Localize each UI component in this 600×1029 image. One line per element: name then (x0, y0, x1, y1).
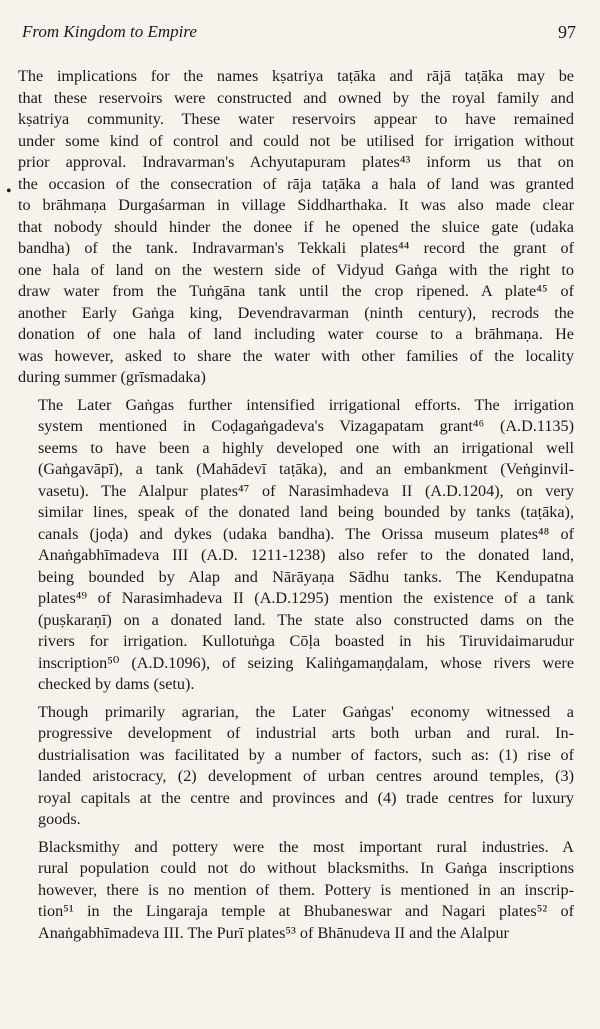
text-line: donation of one hala of land including water course to a brāhmaṇa. He (18, 325, 574, 343)
text-line: under some kind of control and could not be utilised for irrigation without (18, 131, 574, 150)
text-line: inscription⁵⁰ (A.D.1096), of seizing Kaliṅgamaṇḍalam, whose rivers were (38, 653, 574, 672)
text-line: prior approval. Indravarman's Achyutapuram plates⁴³ inform us that on (18, 153, 574, 171)
text-line: to brāhmaṇa Durgaśarman in village Siddharthaka. It was also made clear (18, 196, 574, 214)
text-line: another Early Gaṅga king, Devendravarman (ninth century), recrods the (18, 303, 574, 322)
paragraph-3 (18, 702, 574, 831)
text-line: Blacksmithy and pottery were the most important rural industries. A (38, 837, 574, 856)
text-line: kṣatriya community. These water reservoirs appear to have remained (18, 110, 574, 128)
text-line: (puṣkaraṇī) on a donated land. The state also constructed dams on the (38, 610, 574, 629)
text-line: the occasion of the consecration of rāja taṭāka a hala of land was granted (18, 174, 574, 193)
text-line: bandha) of the tank. Indravarman's Tekkali plates⁴⁴ record the grant of (18, 239, 574, 257)
text-line: plates⁴⁹ of Narasimhadeva II (A.D.1295) mention the existence of a tank (38, 589, 574, 607)
text-line: (Gaṅgavāpī), a tank (Mahādevī taṭāka), and an embankment (Veṅginvil- (38, 460, 574, 478)
text-line: during summer (grīsmadaka) (18, 368, 206, 386)
header-title: From Kingdom to Empire (22, 22, 197, 41)
margin-mark: • (6, 183, 12, 200)
text-line: progressive development of industrial arts both urban and rural. In- (38, 724, 574, 742)
text-line: system mentioned in Coḍagaṅgadeva's Vizagapatam grant⁴⁶ (A.D.1135) (38, 417, 574, 435)
text-line: vasetu). The Alalpur plates⁴⁷ of Narasimhadeva II (A.D.1204), on very (38, 481, 574, 500)
text-line: one hala of land on the western side of Vidyud Gaṅga with the right to (18, 260, 574, 279)
text-line: tion⁵¹ in the Lingaraja temple at Bhubaneswar and Nagari plates⁵² of (38, 902, 574, 920)
paragraph-1 (18, 66, 574, 389)
text-line: being bounded by Alap and Nārāyaṇa Sādhu tanks. The Kendupatna (38, 567, 574, 586)
body-text (18, 66, 574, 950)
text-line: Though primarily agrarian, the Later Gaṅgas' economy witnessed a (38, 702, 574, 721)
text-line: goods. (38, 810, 81, 828)
text-line: seems to have been a highly developed one with an irrigational well (38, 438, 574, 457)
text-line: checked by dams (setu). (38, 675, 195, 693)
text-line: draw water from the Tuṅgāna tank until the crop ripened. A plate⁴⁵ of (18, 282, 574, 300)
text-line: The Later Gaṅgas further intensified irrigational efforts. The irrigation (38, 395, 574, 414)
text-line: canals (joḍa) and dykes (udaka bandha). The Orissa museum plates⁴⁸ of (38, 524, 574, 543)
text-line: The implications for the names kṣatriya taṭāka and rājā taṭāka may be (18, 67, 574, 85)
paragraph-4 (18, 837, 574, 945)
text-line: was however, asked to share the water with other families of the locality (18, 346, 574, 365)
text-line: Anaṅgabhīmadeva III (A.D. 1211-1238) also refer to the donated land, (38, 546, 574, 564)
text-line: royal capitals at the centre and provinces and (4) trade centres for luxury (38, 788, 574, 807)
text-line: rivers for irrigation. Kullotuṅga Cōḷa boasted in his Tiruvidaimarudur (38, 632, 574, 650)
text-line: similar lines, speak of the donated land being bounded by tanks (taṭāka), (38, 503, 574, 521)
text-line: that these reservoirs were constructed and owned by the royal family and (18, 88, 574, 107)
text-line: that nobody should hinder the donee if he opened the sluice gate (udaka (18, 217, 574, 236)
text-line: Anaṅgabhīmadeva III. The Purī plates⁵³ of Bhānudeva II and the Alalpur (38, 923, 509, 942)
text-line: dustrialisation was facilitated by a number of factors, such as: (1) rise of (38, 745, 574, 764)
running-head (22, 22, 576, 46)
text-line: however, there is no mention of them. Pottery is mentioned in an inscrip- (38, 880, 574, 899)
text-line: landed aristocracy, (2) development of urban centres around temples, (3) (38, 767, 574, 785)
page-number: 97 (558, 22, 576, 42)
paragraph-2 (18, 395, 574, 696)
text-line: rural population could not do without blacksmiths. In Gaṅga inscriptions (38, 859, 574, 877)
